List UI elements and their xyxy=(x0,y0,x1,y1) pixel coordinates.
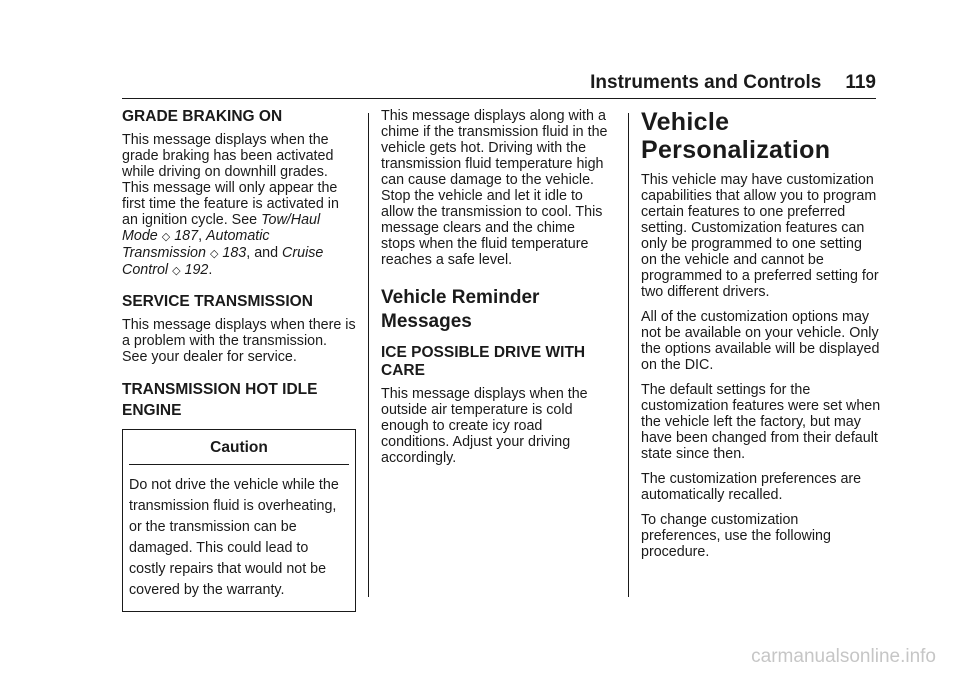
personalization-p2: All of the customization options may not be available on your vehicle. Only the options available will be displayed on the DIC. xyxy=(641,309,880,373)
ref-cruise-control[interactable]: Cruise Control ◇ 192 xyxy=(122,245,324,278)
page-ref-icon: ◇ xyxy=(161,231,171,243)
service-transmission-text: This message displays when there is a problem with the transmission. See your dealer for service. xyxy=(122,317,356,365)
personalization-p1: This vehicle may have customization capabilities that allow you to program certain features to one preferred setting. Customization features can only be programmed to one setting on the vehicle and cannot be programmed to a preferred setting for two different drivers. xyxy=(641,172,879,300)
page-ref-icon: ◇ xyxy=(172,265,181,277)
vehicle-personalization-title: Vehicle Personalization xyxy=(641,108,831,164)
column-divider-left xyxy=(368,113,369,597)
caution-text: Do not drive the vehicle while the transmission fluid is overheating, or the transmission can be damaged. This could lead to costly repairs that would not be covered by the warranty. xyxy=(129,477,339,598)
caution-box xyxy=(122,429,356,612)
page-header xyxy=(122,72,876,94)
personalization-p5: To change customization preferences, use the following procedure. xyxy=(641,512,831,560)
personalization-p4: The customization preferences are automatically recalled. xyxy=(641,471,862,503)
grade-braking-text: This message displays when the grade braking has been activated while driving on downhill grades. This message will only appear the first time the feature is activated in an ignition cycle. See Tow/Haul Mode ◇ 187, Automatic Transmission ◇ 183, and Cruise Control ◇ 192. xyxy=(122,132,339,278)
page-ref-icon: ◇ xyxy=(209,248,219,260)
ref-tow-haul-mode[interactable]: Tow/Haul Mode ◇ 187 xyxy=(122,212,321,244)
column-3 xyxy=(641,108,881,569)
section-title: Instruments and Controls xyxy=(590,72,822,93)
transmission-hot-heading: TRANSMISSION HOT IDLE ENGINE xyxy=(122,381,318,419)
column-1 xyxy=(122,108,356,612)
watermark: carmanualsonline.info xyxy=(751,646,936,667)
column-divider-right xyxy=(628,113,629,597)
grade-braking-heading: GRADE BRAKING ON xyxy=(122,108,283,125)
personalization-p3: The default settings for the customization features were set when the vehicle left the factory, but may have been changed from their default state since then. xyxy=(641,382,881,462)
caution-title: Caution xyxy=(129,430,349,465)
transmission-hot-text: This message displays along with a chime if the transmission fluid in the vehicle gets hot. Driving with the transmission fluid temperature high can cause damage to the vehicle. Stop the vehicle and let it idle to allow the transmission to cool. This message clears and the chime stops when the fluid temperature reaches a safe level. xyxy=(381,108,608,268)
ice-possible-text: This message displays when the outside air temperature is cold enough to create icy road conditions. Adjust your driving accordingly. xyxy=(381,386,588,466)
ref-automatic-transmission[interactable]: Automatic Transmission ◇ 183 xyxy=(122,228,270,261)
page-number: 119 xyxy=(845,72,876,93)
header-rule xyxy=(122,98,876,99)
column-2 xyxy=(381,108,613,475)
ice-possible-heading: ICE POSSIBLE DRIVE WITH CARE xyxy=(381,344,586,379)
service-transmission-heading: SERVICE TRANSMISSION xyxy=(122,293,313,310)
vehicle-reminder-heading: Vehicle Reminder Messages xyxy=(381,287,540,332)
